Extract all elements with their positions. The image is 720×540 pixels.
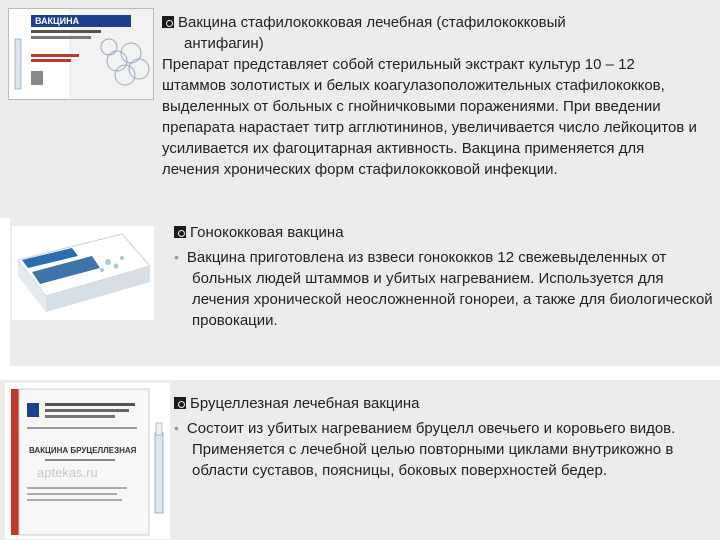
- section-bruc-body: [174, 418, 714, 481]
- section-gono-heading-text: Гонококковая вакцина: [190, 224, 344, 241]
- section-gono-body: [174, 247, 714, 331]
- section-gono: [174, 222, 714, 331]
- section-staph: [162, 12, 702, 180]
- section-bruc-heading-text: Бруцеллезная лечебная вакцина: [190, 395, 420, 412]
- brucella-vaccine-box-icon: [5, 383, 170, 539]
- section-bruc: [174, 393, 714, 481]
- vaccine-package-label: ВАКЦИНА: [35, 16, 80, 26]
- brucella-box-title: ВАКЦИНА БРУЦЕЛЛЕЗНАЯ: [29, 446, 137, 455]
- gonococcal-vaccine-image: [12, 226, 154, 320]
- checkbox-bullet-icon: [174, 226, 186, 238]
- gonococcal-vaccine-box-icon: [12, 226, 154, 320]
- section-bruc-heading: [174, 393, 714, 414]
- checkbox-bullet-icon: [174, 397, 186, 409]
- brucella-vaccine-image: [5, 383, 170, 539]
- section-staph-body: Препарат представляет собой стерильный экстракт культур 10 – 12 штаммов золотистых и белых коагулазоположительных стафилококков, выделенных от больных с гнойничковыми поражениями. При введении препарата нарастает титр агглютининов, увеличивается число лейкоцитов и усиливается их фагоцитарная активность. Вакцина применяется для лечения хронических форм стафилококковой инфекции.: [162, 56, 697, 178]
- bullet-dot-icon: •: [174, 420, 179, 436]
- checkbox-bullet-icon: [162, 16, 174, 28]
- section-staph-heading-line2: антифагин): [184, 35, 264, 52]
- section-gono-heading: [174, 222, 714, 243]
- bullet-dot-icon: •: [174, 249, 179, 265]
- vaccine-package-image: [8, 8, 154, 100]
- brucella-box-watermark: aptekas.ru: [37, 465, 98, 480]
- vaccine-package-icon: [9, 9, 154, 100]
- section-bruc-body-text: Состоит из убитых нагреванием бруцелл овечьего и коровьего видов. Применяется с лечебной целью повторными циклами внутрикожно в области суставов, поясницы, боковых поверхностей бедер.: [186, 420, 676, 479]
- section-gono-body-text: Вакцина приготовлена из взвеси гонококков 12 свежевыделенных от больных людей штаммов и убитых нагреванием. Используется для лечения хронической неосложненной гонореи, а также для биологической провокации.: [186, 249, 713, 329]
- section-staph-heading-line1: Вакцина стафилококковая лечебная (стафилококковый: [178, 14, 566, 31]
- section-staph-heading: [162, 12, 702, 54]
